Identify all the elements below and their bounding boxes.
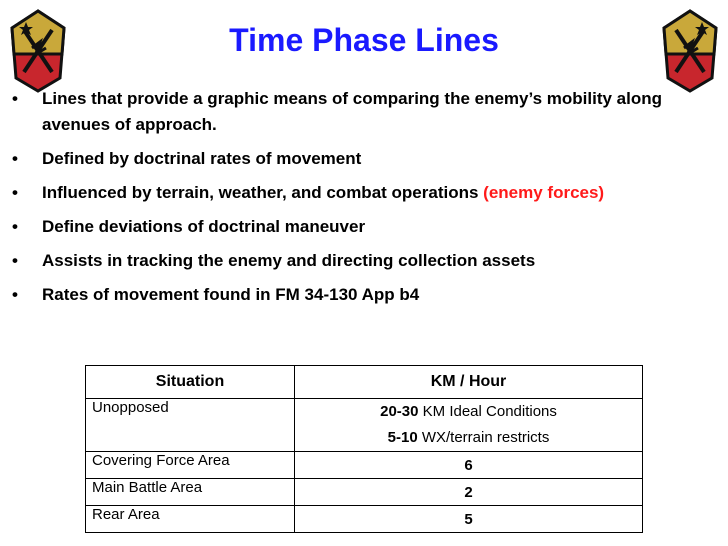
bullet-text: Rates of movement found in FM 34-130 App b4 (42, 285, 420, 304)
page-title: Time Phase Lines (229, 22, 499, 58)
bullet-marker: • (12, 285, 18, 304)
rate-line (301, 425, 636, 451)
bullet-list (12, 86, 724, 316)
bullet-marker: • (12, 251, 18, 270)
rate-line (301, 399, 636, 425)
bullet-text: Define deviations of doctrinal maneuver (42, 217, 366, 236)
bullet-text: Defined by doctrinal rates of movement (42, 149, 362, 168)
rate-range: 5-10 (387, 429, 418, 446)
table-row (86, 452, 643, 479)
list-item (12, 214, 724, 240)
rate-condition: WX/terrain restricts (417, 429, 550, 446)
rate-cell (295, 399, 643, 452)
list-item (12, 248, 724, 274)
table-row (86, 479, 643, 506)
bullet-marker: • (12, 217, 18, 236)
rate-cell: 2 (295, 479, 643, 506)
table-row (86, 506, 643, 533)
column-header-km-hour: KM / Hour (295, 366, 643, 399)
bullet-text: Influenced by terrain, weather, and combat operations (42, 183, 484, 202)
rate-cell: 5 (295, 506, 643, 533)
bullet-text: Assists in tracking the enemy and directing collection assets (42, 251, 536, 270)
table-row (86, 399, 643, 452)
situation-cell: Unopposed (86, 399, 295, 452)
situation-cell: Covering Force Area (86, 452, 295, 479)
bullet-marker: • (12, 89, 18, 108)
situation-cell: Main Battle Area (86, 479, 295, 506)
movement-rates-table (85, 365, 643, 533)
situation-cell: Rear Area (86, 506, 295, 533)
column-header-situation: Situation (86, 366, 295, 399)
list-item (12, 282, 724, 308)
list-item (12, 180, 724, 206)
bullet-marker: • (12, 183, 18, 202)
list-item (12, 146, 724, 172)
rate-condition: KM Ideal Conditions (418, 403, 557, 420)
table-header-row (86, 366, 643, 399)
list-item (12, 86, 724, 138)
rate-cell: 6 (295, 452, 643, 479)
rate-range: 20-30 (380, 403, 419, 420)
bullet-marker: • (12, 149, 18, 168)
bullet-highlight: (enemy forces) (483, 183, 605, 202)
bullet-text: Lines that provide a graphic means of comparing the enemy’s mobility along avenues of approach. (42, 89, 662, 134)
